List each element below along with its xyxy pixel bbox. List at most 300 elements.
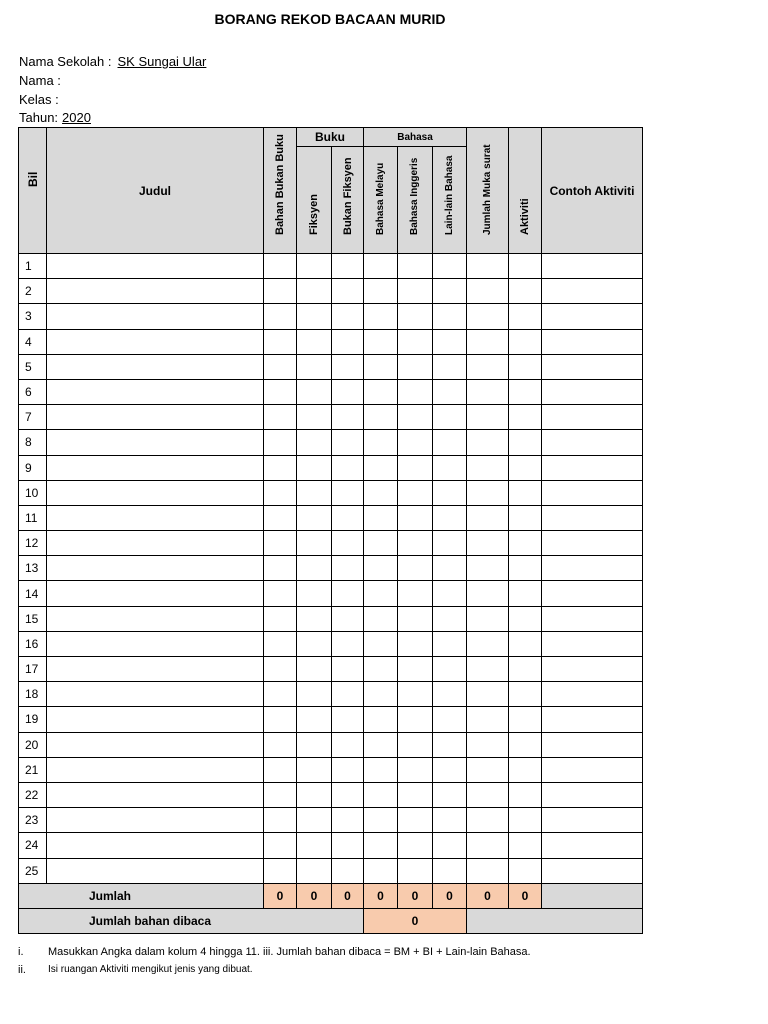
table-cell[interactable] — [264, 782, 297, 807]
table-cell[interactable] — [297, 531, 332, 556]
table-cell[interactable] — [47, 782, 264, 807]
table-cell[interactable] — [264, 581, 297, 606]
table-cell[interactable] — [332, 782, 364, 807]
table-cell[interactable] — [297, 405, 332, 430]
table-cell[interactable] — [297, 707, 332, 732]
table-cell[interactable] — [264, 430, 297, 455]
header-bahasa-inggeris: Bahasa Inggeris — [398, 147, 433, 254]
table-cell[interactable] — [332, 505, 364, 530]
row-number: 6 — [19, 379, 47, 404]
table-cell[interactable] — [467, 405, 509, 430]
table-cell[interactable] — [47, 480, 264, 505]
table-cell[interactable] — [364, 480, 398, 505]
table-cell[interactable] — [398, 505, 433, 530]
table-cell[interactable] — [264, 379, 297, 404]
table-cell[interactable] — [542, 279, 643, 304]
table-cell[interactable] — [509, 480, 542, 505]
table-cell[interactable] — [542, 379, 643, 404]
table-cell[interactable] — [364, 254, 398, 279]
table-cell[interactable] — [364, 581, 398, 606]
table-cell[interactable] — [297, 556, 332, 581]
table-cell[interactable] — [509, 833, 542, 858]
form-title: BORANG REKOD BACAAN MURID — [214, 11, 446, 27]
table-cell[interactable] — [364, 682, 398, 707]
table-cell[interactable] — [332, 732, 364, 757]
table-cell[interactable] — [433, 531, 467, 556]
table-row — [19, 631, 643, 656]
row-number: 14 — [19, 581, 47, 606]
jumlah-bahan-row — [19, 908, 643, 933]
table-cell[interactable] — [364, 405, 398, 430]
table-cell[interactable] — [467, 833, 509, 858]
table-cell[interactable] — [433, 279, 467, 304]
table-cell[interactable] — [433, 757, 467, 782]
table-cell[interactable] — [364, 556, 398, 581]
table-cell[interactable] — [364, 329, 398, 354]
table-cell[interactable] — [467, 682, 509, 707]
note-1 — [18, 946, 758, 960]
row-number: 5 — [19, 354, 47, 379]
table-cell[interactable] — [264, 833, 297, 858]
table-cell[interactable] — [264, 254, 297, 279]
table-cell[interactable] — [332, 531, 364, 556]
table-cell[interactable] — [264, 556, 297, 581]
table-cell[interactable] — [542, 808, 643, 833]
table-cell[interactable] — [332, 480, 364, 505]
table-cell[interactable] — [264, 405, 297, 430]
row-number: 3 — [19, 304, 47, 329]
note-2-marker: ii. — [18, 964, 26, 976]
table-cell[interactable] — [47, 833, 264, 858]
reading-record-table — [18, 127, 643, 934]
table-cell[interactable] — [542, 581, 643, 606]
table-cell[interactable] — [364, 858, 398, 883]
table-cell[interactable] — [332, 279, 364, 304]
jumlah-muka-surat: 0 — [467, 883, 509, 908]
table-cell[interactable] — [264, 657, 297, 682]
table-cell[interactable] — [509, 581, 542, 606]
table-cell[interactable] — [509, 556, 542, 581]
table-cell[interactable] — [297, 808, 332, 833]
table-cell[interactable] — [433, 631, 467, 656]
table-cell[interactable] — [433, 430, 467, 455]
table-cell[interactable] — [509, 782, 542, 807]
table-cell[interactable] — [467, 304, 509, 329]
table-cell[interactable] — [509, 682, 542, 707]
table-cell[interactable] — [398, 354, 433, 379]
table-cell[interactable] — [509, 707, 542, 732]
table-cell[interactable] — [467, 430, 509, 455]
table-row — [19, 707, 643, 732]
table-cell[interactable] — [542, 430, 643, 455]
table-cell[interactable] — [297, 858, 332, 883]
table-cell[interactable] — [398, 304, 433, 329]
table-cell[interactable] — [467, 858, 509, 883]
table-cell[interactable] — [398, 455, 433, 480]
table-cell[interactable] — [542, 682, 643, 707]
table-cell[interactable] — [332, 682, 364, 707]
table-cell[interactable] — [509, 354, 542, 379]
table-cell[interactable] — [364, 757, 398, 782]
table-cell[interactable] — [297, 833, 332, 858]
table-cell[interactable] — [398, 757, 433, 782]
table-cell[interactable] — [297, 304, 332, 329]
table-cell[interactable] — [542, 657, 643, 682]
table-cell[interactable] — [297, 581, 332, 606]
table-cell[interactable] — [264, 606, 297, 631]
table-cell[interactable] — [264, 279, 297, 304]
table-cell[interactable] — [297, 480, 332, 505]
table-cell[interactable] — [509, 858, 542, 883]
table-cell[interactable] — [297, 732, 332, 757]
table-cell[interactable] — [297, 631, 332, 656]
table-cell[interactable] — [433, 732, 467, 757]
table-cell[interactable] — [398, 707, 433, 732]
table-cell[interactable] — [398, 405, 433, 430]
table-cell[interactable] — [398, 430, 433, 455]
table-cell[interactable] — [433, 682, 467, 707]
table-cell[interactable] — [433, 606, 467, 631]
table-cell[interactable] — [364, 782, 398, 807]
table-cell[interactable] — [47, 354, 264, 379]
table-cell[interactable] — [542, 531, 643, 556]
table-cell[interactable] — [264, 531, 297, 556]
table-cell[interactable] — [398, 631, 433, 656]
table-cell[interactable] — [297, 430, 332, 455]
table-cell[interactable] — [542, 556, 643, 581]
table-cell[interactable] — [364, 505, 398, 530]
table-cell[interactable] — [364, 606, 398, 631]
table-cell[interactable] — [264, 757, 297, 782]
jumlah-lain-lain-bahasa: 0 — [433, 883, 467, 908]
table-cell[interactable] — [433, 379, 467, 404]
table-cell[interactable] — [433, 254, 467, 279]
table-row — [19, 379, 643, 404]
table-cell[interactable] — [47, 455, 264, 480]
table-cell[interactable] — [364, 430, 398, 455]
table-cell[interactable] — [509, 757, 542, 782]
table-cell[interactable] — [433, 329, 467, 354]
table-cell[interactable] — [467, 531, 509, 556]
row-number: 22 — [19, 782, 47, 807]
table-cell[interactable] — [467, 505, 509, 530]
table-cell[interactable] — [398, 531, 433, 556]
table-cell[interactable] — [47, 329, 264, 354]
table-cell[interactable] — [433, 480, 467, 505]
row-number: 20 — [19, 732, 47, 757]
table-cell[interactable] — [542, 833, 643, 858]
table-cell[interactable] — [509, 405, 542, 430]
table-cell[interactable] — [332, 430, 364, 455]
table-cell[interactable] — [398, 379, 433, 404]
table-cell[interactable] — [332, 379, 364, 404]
table-cell[interactable] — [364, 732, 398, 757]
table-cell[interactable] — [542, 782, 643, 807]
table-cell[interactable] — [364, 657, 398, 682]
table-cell[interactable] — [364, 304, 398, 329]
table-cell[interactable] — [542, 707, 643, 732]
table-cell[interactable] — [542, 858, 643, 883]
table-cell[interactable] — [264, 455, 297, 480]
table-cell[interactable] — [433, 505, 467, 530]
table-cell[interactable] — [297, 379, 332, 404]
table-cell[interactable] — [433, 581, 467, 606]
table-cell[interactable] — [297, 455, 332, 480]
table-cell[interactable] — [332, 833, 364, 858]
table-cell[interactable] — [47, 430, 264, 455]
table-cell[interactable] — [433, 657, 467, 682]
table-cell[interactable] — [467, 757, 509, 782]
table-cell[interactable] — [433, 405, 467, 430]
jumlah-label: Jumlah — [19, 883, 264, 908]
table-cell[interactable] — [433, 556, 467, 581]
table-cell[interactable] — [297, 354, 332, 379]
table-cell[interactable] — [509, 254, 542, 279]
table-cell[interactable] — [467, 254, 509, 279]
table-cell[interactable] — [264, 707, 297, 732]
table-cell[interactable] — [509, 657, 542, 682]
table-cell[interactable] — [47, 279, 264, 304]
table-cell[interactable] — [509, 606, 542, 631]
table-cell[interactable] — [364, 279, 398, 304]
table-cell[interactable] — [364, 808, 398, 833]
table-cell[interactable] — [47, 707, 264, 732]
table-cell[interactable] — [467, 379, 509, 404]
table-cell[interactable] — [332, 657, 364, 682]
table-row — [19, 329, 643, 354]
table-cell[interactable] — [433, 304, 467, 329]
table-cell[interactable] — [509, 455, 542, 480]
table-cell[interactable] — [398, 808, 433, 833]
header-judul: Judul — [47, 128, 264, 254]
table-cell[interactable] — [542, 757, 643, 782]
table-cell[interactable] — [542, 480, 643, 505]
table-cell[interactable] — [467, 631, 509, 656]
table-row — [19, 556, 643, 581]
table-cell[interactable] — [509, 329, 542, 354]
table-cell[interactable] — [364, 833, 398, 858]
table-cell[interactable] — [332, 455, 364, 480]
table-cell[interactable] — [398, 279, 433, 304]
table-cell[interactable] — [467, 480, 509, 505]
table-cell[interactable] — [364, 631, 398, 656]
table-cell[interactable] — [542, 732, 643, 757]
class-line — [19, 92, 59, 107]
table-cell[interactable] — [467, 782, 509, 807]
table-cell[interactable] — [509, 379, 542, 404]
school-value[interactable]: SK Sungai Ular — [117, 54, 207, 69]
jumlah-bahasa-inggeris: 0 — [398, 883, 433, 908]
table-cell[interactable] — [467, 354, 509, 379]
table-cell[interactable] — [47, 581, 264, 606]
table-cell[interactable] — [364, 379, 398, 404]
table-cell[interactable] — [542, 606, 643, 631]
table-cell[interactable] — [467, 657, 509, 682]
header-lain-lain-bahasa: Lain-lain Bahasa — [433, 147, 467, 254]
table-cell[interactable] — [433, 782, 467, 807]
table-row — [19, 782, 643, 807]
jumlah-bahan-value: 0 — [364, 908, 467, 933]
table-cell[interactable] — [297, 657, 332, 682]
table-cell[interactable] — [433, 707, 467, 732]
table-cell[interactable] — [297, 682, 332, 707]
name-label: Nama : — [19, 73, 61, 88]
table-cell[interactable] — [332, 858, 364, 883]
table-cell[interactable] — [542, 455, 643, 480]
table-cell[interactable] — [542, 631, 643, 656]
table-cell[interactable] — [467, 808, 509, 833]
table-cell[interactable] — [509, 279, 542, 304]
table-cell[interactable] — [297, 254, 332, 279]
table-cell[interactable] — [509, 631, 542, 656]
table-cell[interactable] — [398, 480, 433, 505]
table-cell[interactable] — [332, 556, 364, 581]
table-cell[interactable] — [47, 808, 264, 833]
table-cell[interactable] — [509, 808, 542, 833]
table-row — [19, 405, 643, 430]
table-cell[interactable] — [509, 732, 542, 757]
table-cell[interactable] — [467, 606, 509, 631]
table-cell[interactable] — [47, 405, 264, 430]
table-cell[interactable] — [509, 505, 542, 530]
table-cell[interactable] — [542, 304, 643, 329]
table-cell[interactable] — [398, 254, 433, 279]
table-cell[interactable] — [264, 329, 297, 354]
table-cell[interactable] — [542, 254, 643, 279]
header-contoh-aktiviti: Contoh Aktiviti — [542, 128, 643, 254]
table-cell[interactable] — [467, 455, 509, 480]
table-cell[interactable] — [297, 606, 332, 631]
table-cell[interactable] — [467, 732, 509, 757]
table-cell[interactable] — [297, 329, 332, 354]
jumlah-aktiviti: 0 — [509, 883, 542, 908]
row-number: 19 — [19, 707, 47, 732]
table-cell[interactable] — [47, 505, 264, 530]
table-cell[interactable] — [364, 707, 398, 732]
table-cell[interactable] — [332, 354, 364, 379]
table-cell[interactable] — [47, 757, 264, 782]
table-cell[interactable] — [297, 757, 332, 782]
table-cell[interactable] — [332, 329, 364, 354]
table-cell[interactable] — [47, 556, 264, 581]
jumlah-row — [19, 883, 643, 908]
table-cell[interactable] — [297, 782, 332, 807]
table-row — [19, 304, 643, 329]
table-cell[interactable] — [398, 858, 433, 883]
table-cell[interactable] — [264, 505, 297, 530]
header-aktiviti: Aktiviti — [509, 128, 542, 254]
table-cell[interactable] — [47, 858, 264, 883]
table-cell[interactable] — [467, 556, 509, 581]
table-cell[interactable] — [332, 304, 364, 329]
table-cell[interactable] — [398, 732, 433, 757]
table-cell[interactable] — [509, 531, 542, 556]
table-cell[interactable] — [47, 379, 264, 404]
table-cell[interactable] — [47, 657, 264, 682]
year-value[interactable]: 2020 — [62, 110, 91, 125]
table-cell[interactable] — [398, 556, 433, 581]
header-bil: Bil — [19, 128, 47, 254]
table-cell[interactable] — [47, 732, 264, 757]
table-row — [19, 581, 643, 606]
table-cell[interactable] — [47, 682, 264, 707]
table-cell[interactable] — [264, 631, 297, 656]
header-bahan-bukan-buku: Bahan Bukan Buku — [264, 128, 297, 254]
table-cell[interactable] — [364, 455, 398, 480]
table-cell[interactable] — [332, 757, 364, 782]
table-cell[interactable] — [47, 531, 264, 556]
table-cell[interactable] — [398, 782, 433, 807]
table-cell[interactable] — [509, 430, 542, 455]
table-cell[interactable] — [297, 279, 332, 304]
table-cell[interactable] — [433, 858, 467, 883]
table-cell[interactable] — [47, 606, 264, 631]
jumlah-bahan-empty — [467, 908, 643, 933]
table-cell[interactable] — [264, 808, 297, 833]
jumlah-bukan-fiksyen: 0 — [332, 883, 364, 908]
table-cell[interactable] — [542, 505, 643, 530]
table-cell[interactable] — [332, 606, 364, 631]
table-cell[interactable] — [264, 858, 297, 883]
table-cell[interactable] — [467, 279, 509, 304]
table-cell[interactable] — [542, 354, 643, 379]
row-number: 7 — [19, 405, 47, 430]
table-cell[interactable] — [398, 682, 433, 707]
header-group-buku: Buku — [297, 128, 364, 147]
table-cell[interactable] — [332, 254, 364, 279]
table-cell[interactable] — [509, 304, 542, 329]
table-cell[interactable] — [332, 405, 364, 430]
table-cell[interactable] — [398, 606, 433, 631]
table-cell[interactable] — [332, 808, 364, 833]
table-cell[interactable] — [264, 732, 297, 757]
table-cell[interactable] — [398, 833, 433, 858]
table-cell[interactable] — [542, 329, 643, 354]
table-cell[interactable] — [364, 531, 398, 556]
table-cell[interactable] — [398, 581, 433, 606]
table-cell[interactable] — [297, 505, 332, 530]
table-cell[interactable] — [398, 657, 433, 682]
table-cell[interactable] — [433, 833, 467, 858]
jumlah-bahasa-melayu: 0 — [364, 883, 398, 908]
table-cell[interactable] — [398, 329, 433, 354]
table-cell[interactable] — [332, 707, 364, 732]
table-cell[interactable] — [433, 354, 467, 379]
table-cell[interactable] — [264, 682, 297, 707]
note-1-text: Masukkan Angka dalam kolum 4 hingga 11. iii. Jumlah bahan dibaca = BM + BI + Lain-lain Bahasa. — [48, 946, 531, 958]
table-cell[interactable] — [467, 329, 509, 354]
table-cell[interactable] — [467, 581, 509, 606]
table-cell[interactable] — [433, 455, 467, 480]
table-cell[interactable] — [467, 707, 509, 732]
table-cell[interactable] — [433, 808, 467, 833]
table-cell[interactable] — [542, 405, 643, 430]
table-cell[interactable] — [47, 254, 264, 279]
table-cell[interactable] — [332, 631, 364, 656]
table-cell[interactable] — [364, 354, 398, 379]
row-number: 10 — [19, 480, 47, 505]
table-row — [19, 657, 643, 682]
table-cell[interactable] — [332, 581, 364, 606]
table-cell[interactable] — [264, 304, 297, 329]
table-row — [19, 858, 643, 883]
table-cell[interactable] — [47, 631, 264, 656]
table-cell[interactable] — [264, 480, 297, 505]
table-row — [19, 254, 643, 279]
table-cell[interactable] — [264, 354, 297, 379]
table-cell[interactable] — [47, 304, 264, 329]
table-row — [19, 480, 643, 505]
